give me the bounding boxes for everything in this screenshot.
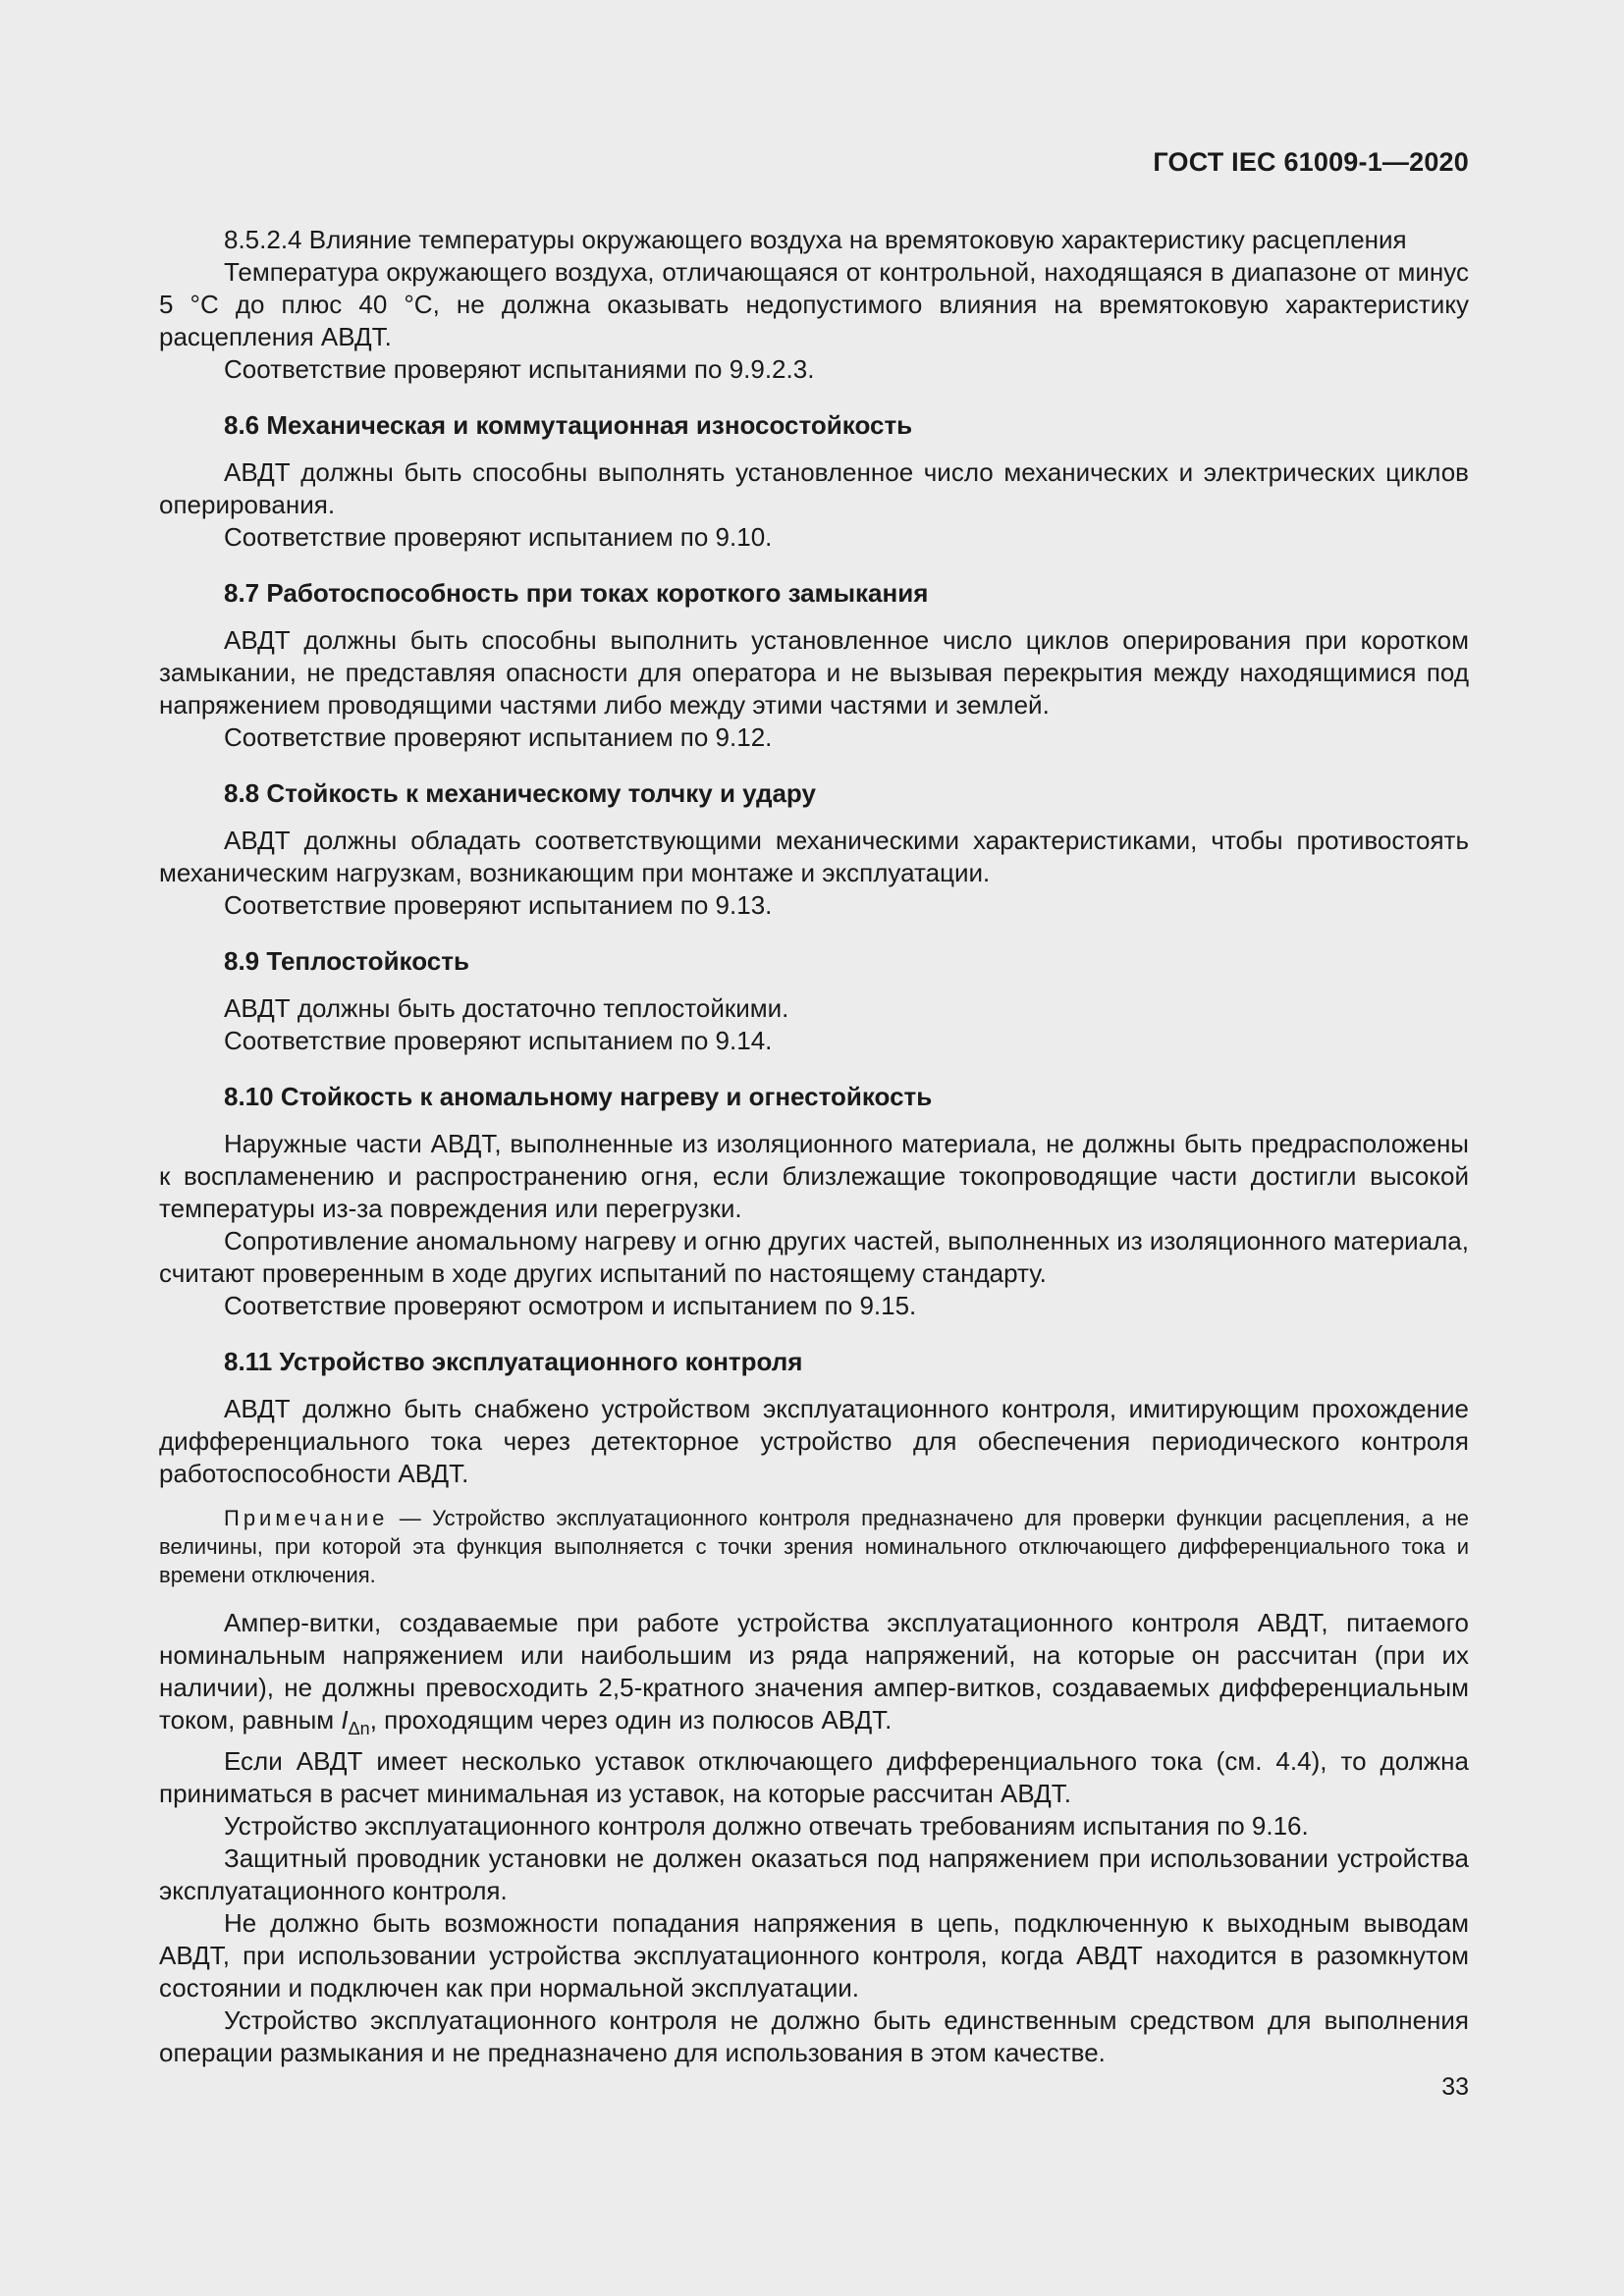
note-text: — Устройство эксплуатационного контроля предназначено для проверки функции расцепления, а не величины, при которой эта функция выполняется с точки зрения номинального отключающего дифференциального тока и времени отключения.	[159, 1506, 1469, 1587]
section-heading-8-7: 8.7 Работоспособность при токах короткого замыкания	[224, 578, 929, 608]
note-block	[159, 1504, 1469, 1589]
current-symbol: I	[341, 1705, 349, 1735]
paragraph: АВДТ должны быть способны выполнить установленное число циклов оперирования при коротком замыкании, не представляя опасности для оператора и не вызывая перекрытия между находящимися под напряжением проводящими частями либо между этими частями и землей.	[159, 625, 1469, 720]
section-heading-8-9: 8.9 Теплостойкость	[224, 946, 469, 976]
paragraph: Сопротивление аномальному нагреву и огню других частей, выполненных из изоляционного материала, считают проверенным в ходе других испытаний по настоящему стандарту.	[159, 1226, 1469, 1288]
document-code-header: ГОСТ IEC 61009-1—2020	[1153, 147, 1469, 177]
paragraph: АВДТ должно быть снабжено устройством эксплуатационного контроля, имитирующим прохождение дифференциального тока через детекторное устройство для обеспечения периодического контроля работоспособности АВДТ.	[159, 1394, 1469, 1488]
paragraph-text: Ампер-витки, создаваемые при работе устройства эксплуатационного контроля АВДТ, питаемого номинальным напряжением или наибольшим из ряда напряжений, на которые он рассчитан (при их наличии), не должны превосходить 2,5-кратного значения ампер-витков, создаваемых дифференциальным током, равным	[159, 1608, 1469, 1735]
paragraph: Температура окружающего воздуха, отличающаяся от контрольной, находящаяся в диапазоне от минус 5 °С до плюс 40 °С, не должна оказывать недопустимого влияния на времятоковую характеристику расцепления АВДТ.	[159, 257, 1469, 351]
page-number: 33	[1441, 2073, 1469, 2101]
paragraph: АВДТ должны быть способны выполнять установленное число механических и электрических циклов оперирования.	[159, 457, 1469, 519]
compliance-paragraph: Соответствие проверяют испытанием по 9.14.	[224, 1026, 773, 1055]
note-label: Примечание	[224, 1506, 389, 1530]
section-heading-8-11: 8.11 Устройство эксплуатационного контроля	[224, 1347, 803, 1376]
paragraph-text: , проходящим через один из полюсов АВДТ.	[369, 1705, 893, 1735]
compliance-paragraph: Соответствие проверяют испытанием по 9.12.	[224, 722, 773, 752]
paragraph: Устройство эксплуатационного контроля не должно быть единственным средством для выполнения операции размыкания и не предназначено для использования в этом качестве.	[159, 2005, 1469, 2067]
paragraph: Не должно быть возможности попадания напряжения в цепь, подключенную к выходным выводам АВДТ, при использовании устройства эксплуатационного контроля, когда АВДТ находится в разомкнутом состоянии и подключен как при нормальной эксплуатации.	[159, 1908, 1469, 2002]
paragraph: АВДТ должны быть достаточно теплостойкими.	[224, 993, 789, 1023]
current-subscript: Δn	[348, 1719, 370, 1738]
paragraph: Наружные части АВДТ, выполненные из изоляционного материала, не должны быть предрасположены к воспламенению и распространению огня, если близлежащие токопроводящие части достигли высокой температуры из-за повреждения или перегрузки.	[159, 1129, 1469, 1223]
section-heading-8-10: 8.10 Стойкость к аномальному нагреву и огнестойкость	[224, 1082, 933, 1111]
paragraph: АВДТ должны обладать соответствующими механическими характеристиками, чтобы противостоять механическим нагрузкам, возникающим при монтаже и эксплуатации.	[159, 826, 1469, 887]
document-body	[159, 224, 1469, 2069]
compliance-paragraph: Соответствие проверяют испытанием по 9.13.	[224, 890, 773, 920]
section-heading-8-6: 8.6 Механическая и коммутационная износостойкость	[224, 410, 913, 440]
paragraph-with-formula	[159, 1607, 1469, 1745]
subclause-8-5-2-4-title: 8.5.2.4 Влияние температуры окружающего воздуха на времятоковую характеристику расцепления	[224, 225, 1407, 254]
section-heading-8-8: 8.8 Стойкость к механическому толчку и удару	[224, 778, 816, 808]
compliance-paragraph: Соответствие проверяют испытанием по 9.10.	[224, 522, 773, 552]
compliance-paragraph: Соответствие проверяют испытаниями по 9.9.2.3.	[224, 354, 815, 384]
paragraph: Устройство эксплуатационного контроля должно отвечать требованиям испытания по 9.16.	[224, 1811, 1309, 1841]
compliance-paragraph: Соответствие проверяют осмотром и испытанием по 9.15.	[224, 1291, 917, 1320]
paragraph: Если АВДТ имеет несколько уставок отключающего дифференциального тока (см. 4.4), то должна приниматься в расчет минимальная из уставок, на которые рассчитан АВДТ.	[159, 1746, 1469, 1808]
paragraph: Защитный проводник установки не должен оказаться под напряжением при использовании устройства эксплуатационного контроля.	[159, 1843, 1469, 1905]
